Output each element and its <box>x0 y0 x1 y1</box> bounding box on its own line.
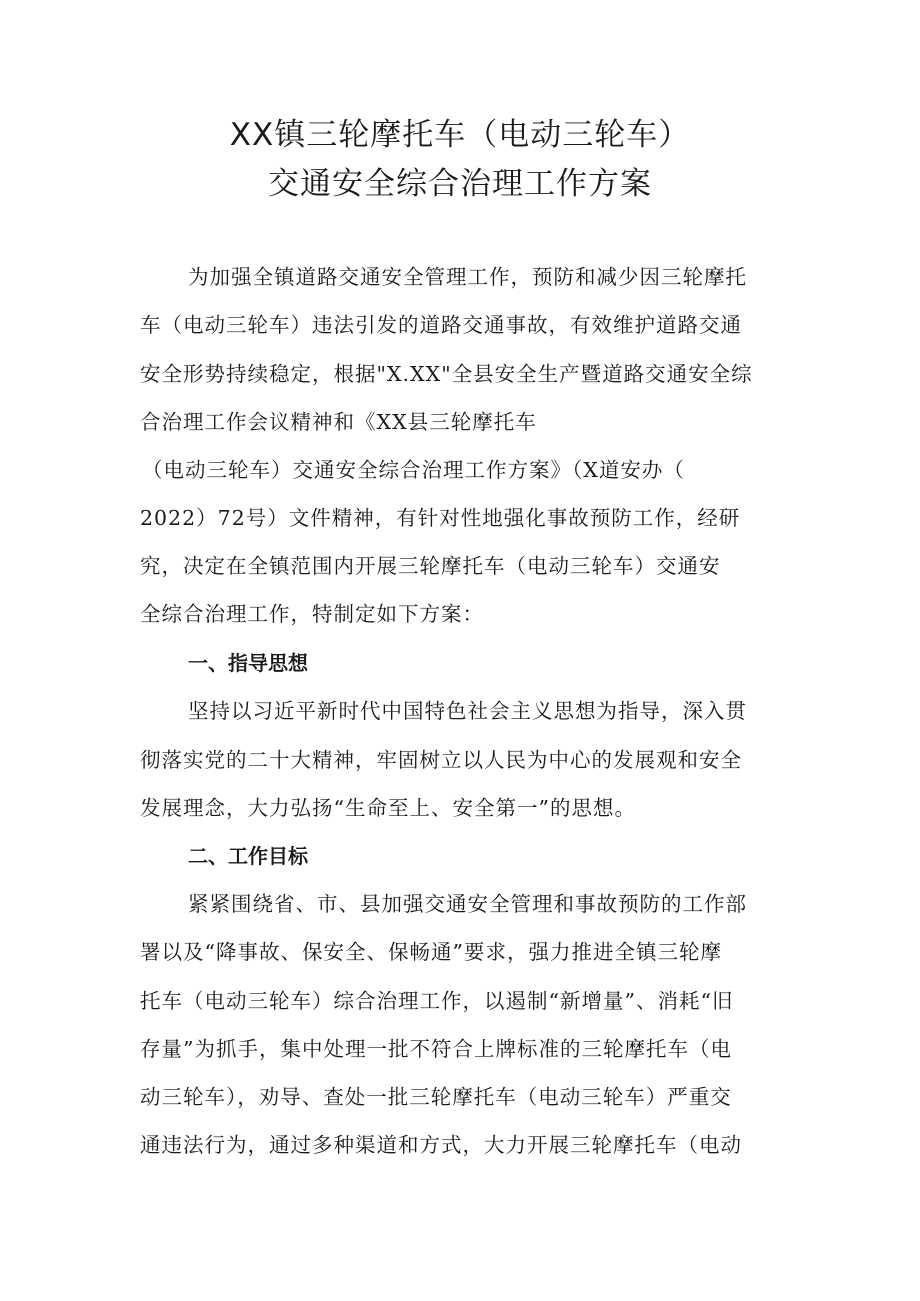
section2-line: 署以及“降事故、保安全、保畅通”要求，强力推进全镇三轮摩 <box>140 940 722 964</box>
section-heading-work-goals: 二、工作目标 <box>188 844 308 868</box>
document-title-line-2: 交通安全综合治理工作方案 <box>268 166 652 202</box>
intro-line: 究，决定在全镇范围内开展三轮摩托车（电动三轮车）交通安 <box>140 554 721 578</box>
section1-line: 坚持以习近平新时代中国特色社会主义思想为指导，深入贯 <box>188 699 747 723</box>
intro-line: 车（电动三轮车）违法引发的道路交通事故，有效维护道路交通 <box>140 313 742 337</box>
section2-line: 通违法行为，通过多种渠道和方式，大力开展三轮摩托车（电动 <box>140 1133 742 1157</box>
section1-line: 彻落实党的二十大精神，牢固树立以人民为中心的发展观和安全 <box>140 748 742 772</box>
intro-line: 全综合治理工作，特制定如下方案： <box>140 602 484 626</box>
document-title-line-1: XX镇三轮摩托车（电动三轮车） <box>229 117 691 153</box>
section2-line: 动三轮车），劝导、查处一批三轮摩托车（电动三轮车）严重交 <box>140 1085 732 1109</box>
intro-line: （电动三轮车）交通安全综合治理工作方案》（X道安办（ <box>142 458 685 482</box>
section1-line: 发展理念，大力弘扬“生命至上、安全第一”的思想。 <box>140 796 636 820</box>
section2-line: 紧紧围绕省、市、县加强交通安全管理和事故预防的工作部 <box>188 892 747 916</box>
section2-line: 存量”为抓手，集中处理一批不符合上牌标准的三轮摩托车（电 <box>140 1037 732 1061</box>
intro-line: 为加强全镇道路交通安全管理工作，预防和减少因三轮摩托 <box>188 265 747 289</box>
section-heading-guiding-ideology: 一、指导思想 <box>188 651 308 675</box>
intro-line: 安全形势持续稳定，根据"X.XX"全县安全生产暨道路交通安全综 <box>140 362 753 386</box>
intro-line: 合治理工作会议精神和《XX县三轮摩托车 <box>140 410 537 434</box>
intro-line: 2022）72号）文件精神，有针对性地强化事故预防工作，经研 <box>140 506 741 530</box>
section2-line: 托车（电动三轮车）综合治理工作，以遏制“新增量”、消耗“旧 <box>140 989 734 1013</box>
